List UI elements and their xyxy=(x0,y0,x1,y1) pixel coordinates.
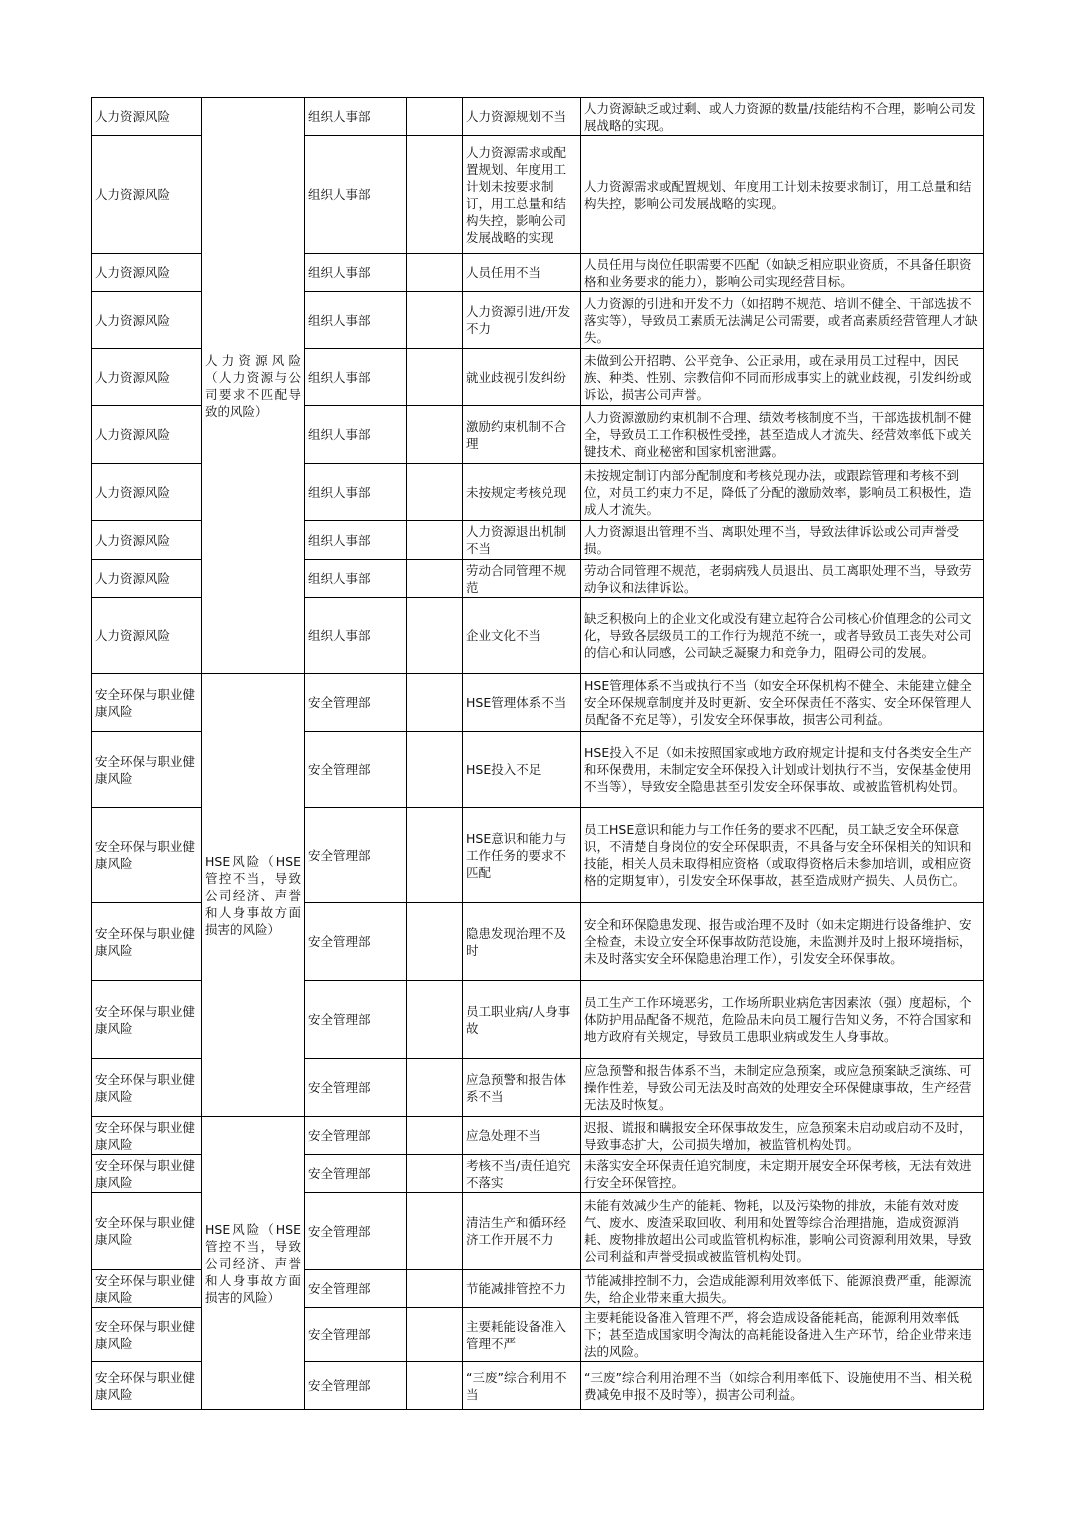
risk-item-cell: 人力资源引进/开发不力 xyxy=(463,292,581,349)
department-cell: 安全管理部 xyxy=(305,1155,407,1193)
risk-category-cell: 安全环保与职业健康风险 xyxy=(92,981,202,1059)
risk-item-cell: 就业歧视引发纠纷 xyxy=(463,349,581,406)
risk-description-cell: 人力资源缺乏或过剩、或人力资源的数量/技能结构不合理，影响公司发展战略的实现。 xyxy=(581,98,984,136)
risk-category-cell: 安全环保与职业健康风险 xyxy=(92,732,202,808)
empty-cell xyxy=(407,732,463,808)
risk-category-cell: 人力资源风险 xyxy=(92,98,202,136)
risk-group-cell: HSE风险（HSE管控不当，导致公司经济、声誉和人身事故方面损害的风险） xyxy=(202,674,305,1117)
risk-category-cell: 安全环保与职业健康风险 xyxy=(92,808,202,903)
risk-category-cell: 人力资源风险 xyxy=(92,349,202,406)
empty-cell xyxy=(407,560,463,598)
risk-description-cell: 缺乏积极向上的企业文化或没有建立起符合公司核心价值理念的公司文化，导致各层级员工的工作行为规范不统一，或者导致员工丧失对公司的信心和认同感，公司缺乏凝聚力和竞争力，阻碍公司的发展。 xyxy=(581,598,984,674)
risk-item-cell: 主要耗能设备准入管理不严 xyxy=(463,1308,581,1362)
risk-item-cell: HSE管理体系不当 xyxy=(463,674,581,732)
department-cell: 组织人事部 xyxy=(305,136,407,254)
risk-category-cell: 安全环保与职业健康风险 xyxy=(92,1362,202,1410)
department-cell: 组织人事部 xyxy=(305,254,407,292)
risk-category-cell: 安全环保与职业健康风险 xyxy=(92,1193,202,1270)
department-cell: 安全管理部 xyxy=(305,1117,407,1155)
empty-cell xyxy=(407,292,463,349)
empty-cell xyxy=(407,1059,463,1117)
empty-cell xyxy=(407,1362,463,1410)
table-row xyxy=(92,1117,984,1155)
risk-category-cell: 人力资源风险 xyxy=(92,406,202,464)
risk-item-cell: 未按规定考核兑现 xyxy=(463,464,581,521)
risk-item-cell: 人员任用不当 xyxy=(463,254,581,292)
risk-category-cell: 安全环保与职业健康风险 xyxy=(92,1155,202,1193)
risk-item-cell: 员工职业病/人身事故 xyxy=(463,981,581,1059)
risk-description-cell: HSE管理体系不当或执行不当（如安全环保机构不健全、未能建立健全安全环保规章制度并及时更新、安全环保责任不落实、安全环保管理人员配备不充足等），引发安全环保事故，损害公司利益。 xyxy=(581,674,984,732)
risk-description-cell: 员工生产工作环境恶劣，工作场所职业病危害因素浓（强）度超标，个体防护用品配备不规范，危险品未向员工履行告知义务，不符合国家和地方政府有关规定，导致员工患职业病或发生人身事故。 xyxy=(581,981,984,1059)
empty-cell xyxy=(407,521,463,560)
department-cell: 安全管理部 xyxy=(305,1193,407,1270)
risk-description-cell: 未按规定制订内部分配制度和考核兑现办法，或跟踪管理和考核不到位，对员工约束力不足，降低了分配的激励效率，影响员工积极性，造成人才流失。 xyxy=(581,464,984,521)
empty-cell xyxy=(407,136,463,254)
department-cell: 安全管理部 xyxy=(305,1362,407,1410)
empty-cell xyxy=(407,406,463,464)
department-cell: 组织人事部 xyxy=(305,349,407,406)
risk-description-cell: 节能减排控制不力，会造成能源利用效率低下、能源浪费严重，能源流失，给企业带来重大损失。 xyxy=(581,1270,984,1308)
department-cell: 安全管理部 xyxy=(305,1059,407,1117)
empty-cell xyxy=(407,1155,463,1193)
risk-item-cell: 人力资源规划不当 xyxy=(463,98,581,136)
empty-cell xyxy=(407,981,463,1059)
risk-table xyxy=(91,97,984,1410)
department-cell: 组织人事部 xyxy=(305,292,407,349)
risk-category-cell: 安全环保与职业健康风险 xyxy=(92,1308,202,1362)
risk-category-cell: 安全环保与职业健康风险 xyxy=(92,1059,202,1117)
empty-cell xyxy=(407,349,463,406)
risk-category-cell: 人力资源风险 xyxy=(92,521,202,560)
empty-cell xyxy=(407,674,463,732)
risk-item-cell: “三废”综合利用不当 xyxy=(463,1362,581,1410)
risk-description-cell: 人员任用与岗位任职需要不匹配（如缺乏相应职业资质，不具备任职资格和业务要求的能力），影响公司实现经营目标。 xyxy=(581,254,984,292)
department-cell: 组织人事部 xyxy=(305,521,407,560)
table-row xyxy=(92,674,984,732)
risk-description-cell: 员工HSE意识和能力与工作任务的要求不匹配，员工缺乏安全环保意识，不清楚自身岗位的安全环保职责，不具备与安全环保相关的知识和技能，相关人员未取得相应资格（或取得资格后未参加培训，或相应资格的定期复审），引发安全环保事故，甚至造成财产损失、人员伤亡。 xyxy=(581,808,984,903)
risk-description-cell: 未落实安全环保责任追究制度，未定期开展安全环保考核，无法有效进行安全环保管控。 xyxy=(581,1155,984,1193)
risk-category-cell: 安全环保与职业健康风险 xyxy=(92,903,202,981)
empty-cell xyxy=(407,1193,463,1270)
risk-description-cell: 主要耗能设备准入管理不严，将会造成设备能耗高，能源利用效率低下；甚至造成国家明令淘汰的高耗能设备进入生产环节，给企业带来违法的风险。 xyxy=(581,1308,984,1362)
empty-cell xyxy=(407,598,463,674)
empty-cell xyxy=(407,1308,463,1362)
risk-category-cell: 人力资源风险 xyxy=(92,560,202,598)
department-cell: 组织人事部 xyxy=(305,598,407,674)
risk-group-cell: 人力资源风险（人力资源与公司要求不匹配导致的风险） xyxy=(202,98,305,674)
risk-description-cell: 未做到公开招聘、公平竞争、公正录用，或在录用员工过程中，因民族、种类、性别、宗教信仰不同而形成事实上的就业歧视，引发纠纷或诉讼，损害公司声誉。 xyxy=(581,349,984,406)
department-cell: 安全管理部 xyxy=(305,981,407,1059)
risk-description-cell: 迟报、谎报和瞒报安全环保事故发生，应急预案未启动或启动不及时，导致事态扩大，公司损失增加，被监管机构处罚。 xyxy=(581,1117,984,1155)
risk-item-cell: HSE意识和能力与工作任务的要求不匹配 xyxy=(463,808,581,903)
risk-category-cell: 安全环保与职业健康风险 xyxy=(92,674,202,732)
empty-cell xyxy=(407,254,463,292)
risk-description-cell: 安全和环保隐患发现、报告或治理不及时（如未定期进行设备维护、安全检查，未设立安全环保事故防范设施，未监测并及时上报环境指标，未及时落实安全环保隐患治理工作），引发安全环保事故。 xyxy=(581,903,984,981)
department-cell: 组织人事部 xyxy=(305,98,407,136)
risk-category-cell: 人力资源风险 xyxy=(92,292,202,349)
risk-item-cell: HSE投入不足 xyxy=(463,732,581,808)
risk-item-cell: 人力资源需求或配置规划、年度用工计划未按要求制订，用工总量和结构失控，影响公司发展战略的实现 xyxy=(463,136,581,254)
empty-cell xyxy=(407,808,463,903)
risk-description-cell: “三废”综合利用治理不当（如综合利用率低下、设施使用不当、相关税费减免申报不及时等），损害公司利益。 xyxy=(581,1362,984,1410)
risk-description-cell: 人力资源退出管理不当、离职处理不当，导致法律诉讼或公司声誉受损。 xyxy=(581,521,984,560)
empty-cell xyxy=(407,1117,463,1155)
risk-item-cell: 清洁生产和循环经济工作开展不力 xyxy=(463,1193,581,1270)
empty-cell xyxy=(407,903,463,981)
risk-category-cell: 安全环保与职业健康风险 xyxy=(92,1117,202,1155)
risk-description-cell: 劳动合同管理不规范，老弱病残人员退出、员工离职处理不当，导致劳动争议和法律诉讼。 xyxy=(581,560,984,598)
risk-item-cell: 人力资源退出机制不当 xyxy=(463,521,581,560)
risk-item-cell: 激励约束机制不合理 xyxy=(463,406,581,464)
empty-cell xyxy=(407,1270,463,1308)
department-cell: 安全管理部 xyxy=(305,732,407,808)
risk-description-cell: 人力资源需求或配置规划、年度用工计划未按要求制订，用工总量和结构失控，影响公司发展战略的实现。 xyxy=(581,136,984,254)
risk-item-cell: 隐患发现治理不及时 xyxy=(463,903,581,981)
department-cell: 组织人事部 xyxy=(305,406,407,464)
risk-category-cell: 人力资源风险 xyxy=(92,598,202,674)
risk-item-cell: 劳动合同管理不规范 xyxy=(463,560,581,598)
department-cell: 安全管理部 xyxy=(305,674,407,732)
risk-category-cell: 人力资源风险 xyxy=(92,254,202,292)
risk-category-cell: 人力资源风险 xyxy=(92,136,202,254)
risk-category-cell: 安全环保与职业健康风险 xyxy=(92,1270,202,1308)
department-cell: 安全管理部 xyxy=(305,1270,407,1308)
empty-cell xyxy=(407,98,463,136)
department-cell: 安全管理部 xyxy=(305,903,407,981)
risk-item-cell: 企业文化不当 xyxy=(463,598,581,674)
risk-description-cell: 应急预警和报告体系不当，未制定应急预案，或应急预案缺乏演练、可操作性差，导致公司无法及时高效的处理安全环保健康事故，生产经营无法及时恢复。 xyxy=(581,1059,984,1117)
risk-item-cell: 应急处理不当 xyxy=(463,1117,581,1155)
table-row xyxy=(92,98,984,136)
empty-cell xyxy=(407,464,463,521)
risk-description-cell: HSE投入不足（如未按照国家或地方政府规定计提和支付各类安全生产和环保费用，未制定安全环保投入计划或计划执行不当，安保基金使用不当等），导致安全隐患甚至引发安全环保事故、或被监管机构处罚。 xyxy=(581,732,984,808)
risk-description-cell: 人力资源的引进和开发不力（如招聘不规范、培训不健全、干部选拔不落实等），导致员工素质无法满足公司需要，或者高素质经营管理人才缺失。 xyxy=(581,292,984,349)
risk-item-cell: 应急预警和报告体系不当 xyxy=(463,1059,581,1117)
department-cell: 组织人事部 xyxy=(305,560,407,598)
risk-description-cell: 人力资源激励约束机制不合理、绩效考核制度不当，干部选拔机制不健全，导致员工工作积极性受挫，甚至造成人才流失、经营效率低下或关键技术、商业秘密和国家机密泄露。 xyxy=(581,406,984,464)
risk-category-cell: 人力资源风险 xyxy=(92,464,202,521)
department-cell: 安全管理部 xyxy=(305,1308,407,1362)
department-cell: 安全管理部 xyxy=(305,808,407,903)
risk-description-cell: 未能有效减少生产的能耗、物耗，以及污染物的排放，未能有效对废气、废水、废渣采取回收、利用和处置等综合治理措施，造成资源消耗、废物排放超出公司或监管机构标准，影响公司资源利用效果，导致公司利益和声誉受损或被监管机构处罚。 xyxy=(581,1193,984,1270)
risk-item-cell: 节能减排管控不力 xyxy=(463,1270,581,1308)
risk-item-cell: 考核不当/责任追究不落实 xyxy=(463,1155,581,1193)
department-cell: 组织人事部 xyxy=(305,464,407,521)
risk-group-cell: HSE风险（HSE管控不当，导致公司经济、声誉和人身事故方面损害的风险） xyxy=(202,1117,305,1410)
